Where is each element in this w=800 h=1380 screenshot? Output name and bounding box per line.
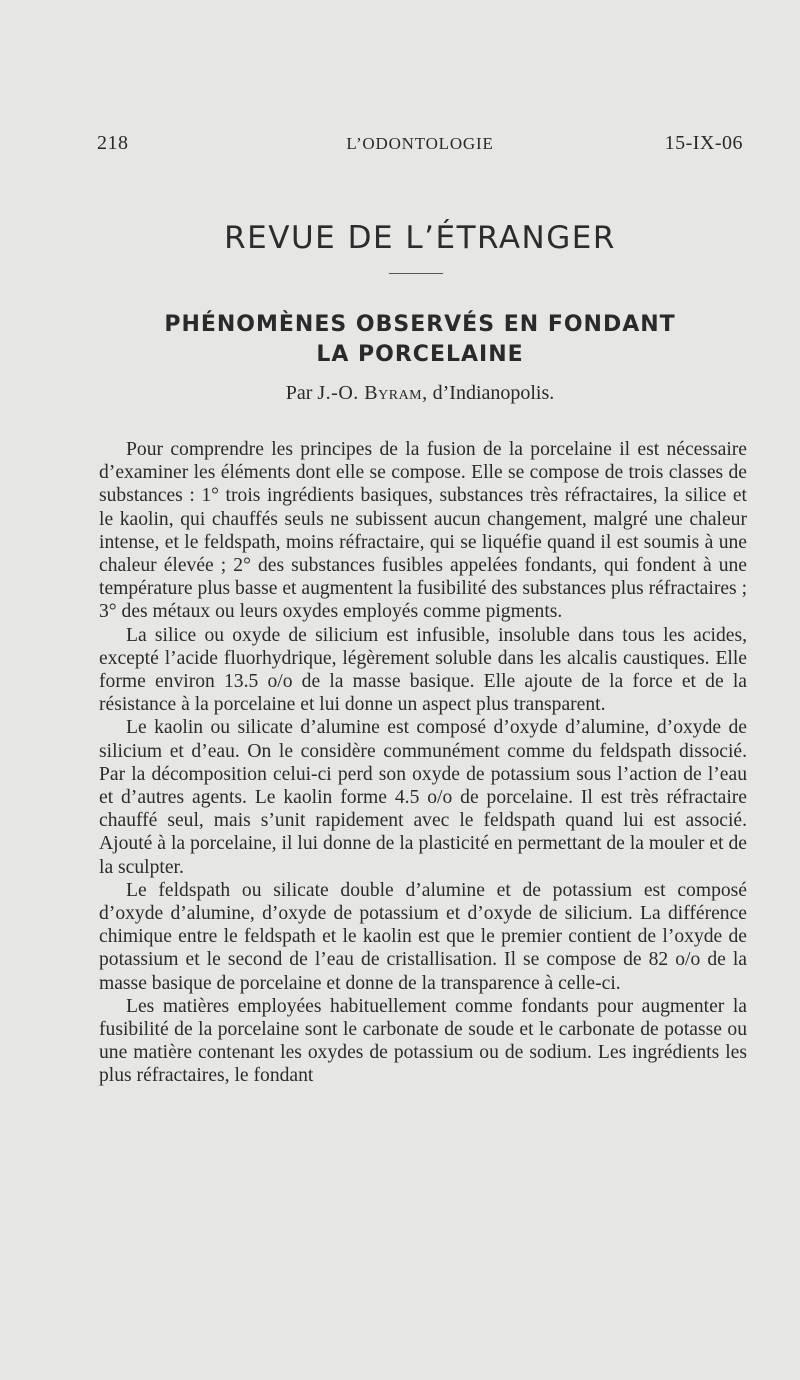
page-number: 218 [97,132,129,154]
article-title-line-2: LA PORCELAINE [316,342,524,367]
title-divider [389,273,443,274]
paragraph: La silice ou oxyde de silicium est infusible, insoluble dans tous les acides, excepté l’acide fluorhydrique, légèrement soluble dans les alcalis caustiques. Elle forme environ 13.5 o/o de la masse basique. Elle ajoute de la force et de la résistance à la porcelaine et lui donne un aspect plus transparent. [99,624,747,716]
paragraph: Le kaolin ou silicate d’alumine est composé d’oxyde d’alumine, d’oxyde de silicium et d’eau. On le considère communément comme du feldspath dissocié. Par la décomposition celui-ci perd son oxyde de potassium sous l’action de l’eau et d’autres agents. Le kaolin forme 4.5 o/o de porcelaine. Il est très réfractaire chauffé seul, mais s’unit rapidement avec le feldspath quand lui est associé. Ajouté à la porcelaine, il lui donne de la plasticité en permettant de la mouler et de la sculpter. [99,717,747,878]
byline-author: J.-O. Byram, [317,382,428,404]
byline [97,382,743,405]
article-title [97,310,743,370]
section-title: REVUE DE L’ÉTRANGER [224,220,616,256]
article-title-line-1: PHÉNOMÈNES OBSERVÉS EN FONDANT [164,312,676,337]
journal-name: L’ODONTOLOGIE [346,134,494,153]
article-body [99,438,747,1088]
paragraph: Pour comprendre les principes de la fusion de la porcelaine il est nécessaire d’examiner les éléments dont elle se compose. Elle se compose de trois classes de substances : 1° trois ingrédients basiques, substances très réfractaires, la silice et le kaolin, qui chauffés seuls ne subissent aucun changement, malgré une chaleur intense, et le feldspath, moins réfractaire, qui se liquéfie quand il est soumis à une chaleur élevée ; 2° des substances fusibles appelées fondants, qui fondent à une température plus basse et augmentent la fusibilité des substances plus réfractaires ; 3° des métaux ou leurs oxydes employés comme pigments. [99,439,748,623]
issue-date: 15-IX-06 [664,132,743,154]
byline-place: d’Indianopolis. [432,382,555,404]
paragraph: Le feldspath ou silicate double d’alumine et de potassium est composé d’oxyde d’alumine, d’oxyde de potassium et d’oxyde de silicium. La différence chimique entre le feldspath et le kaolin est que le premier contient de l’oxyde de potassium et le second de l’eau de cristallisation. Il se compose de 82 o/o de la masse basique de porcelaine et donne de la transparence à celle-ci. [99,879,747,994]
running-header [97,132,743,160]
paragraph: Les matières employées habituellement comme fondants pour augmenter la fusibilité de la porcelaine sont le carbonate de soude et le carbonate de potasse ou une matière contenant les oxydes de potassium ou de sodium. Les ingrédients les plus réfractaires, le fondant [99,995,747,1087]
byline-prefix: Par [285,382,313,404]
